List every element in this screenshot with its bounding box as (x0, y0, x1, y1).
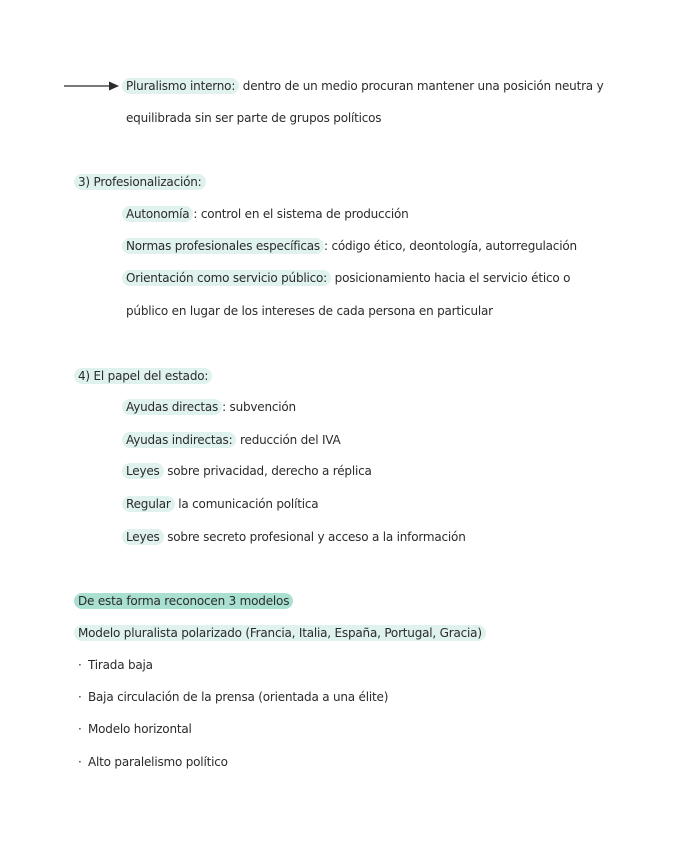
list-item: Autonomía : control en el sistema de producción (126, 206, 409, 222)
arrow-right-icon (64, 80, 120, 92)
models-heading: De esta forma reconocen 3 modelos (78, 593, 293, 609)
bullet-icon: · (78, 690, 82, 704)
list-item: Ayudas indirectas: reducción del IVA (126, 432, 341, 448)
bullet-item: · Baja circulación de la prensa (orientada a una élite) (78, 690, 389, 704)
section-heading-professionalization: 3) Profesionalización: (78, 174, 206, 190)
list-item: Normas profesionales específicas : código ético, deontología, autorregulación (126, 238, 577, 254)
list-item: Leyes sobre privacidad, derecho a réplica (126, 463, 372, 479)
list-item: Orientación como servicio público: posicionamiento hacia el servicio ético o (126, 270, 570, 286)
bullet-icon: · (78, 755, 82, 769)
bullet-item: · Alto paralelismo político (78, 755, 228, 769)
list-item: Ayudas directas : subvención (126, 399, 296, 415)
pluralism-term: Pluralismo interno: (122, 78, 239, 94)
bullet-item: · Modelo horizontal (78, 722, 192, 736)
bullet-icon: · (78, 658, 82, 672)
list-item: Regular la comunicación política (126, 496, 318, 512)
list-item-continuation: público en lugar de los intereses de cada persona en particular (126, 304, 493, 318)
bullet-item: · Tirada baja (78, 658, 153, 672)
model-title: Modelo pluralista polarizado (Francia, Italia, España, Portugal, Gracia) (78, 625, 486, 641)
section-heading-state-role: 4) El papel del estado: (78, 368, 212, 384)
bullet-icon: · (78, 722, 82, 736)
pluralism-line (126, 78, 603, 94)
list-item: Leyes sobre secreto profesional y acceso a la información (126, 529, 466, 545)
pluralism-text: dentro de un medio procuran mantener una posición neutra y (239, 79, 604, 93)
pluralism-continuation: equilibrada sin ser parte de grupos políticos (126, 111, 382, 125)
